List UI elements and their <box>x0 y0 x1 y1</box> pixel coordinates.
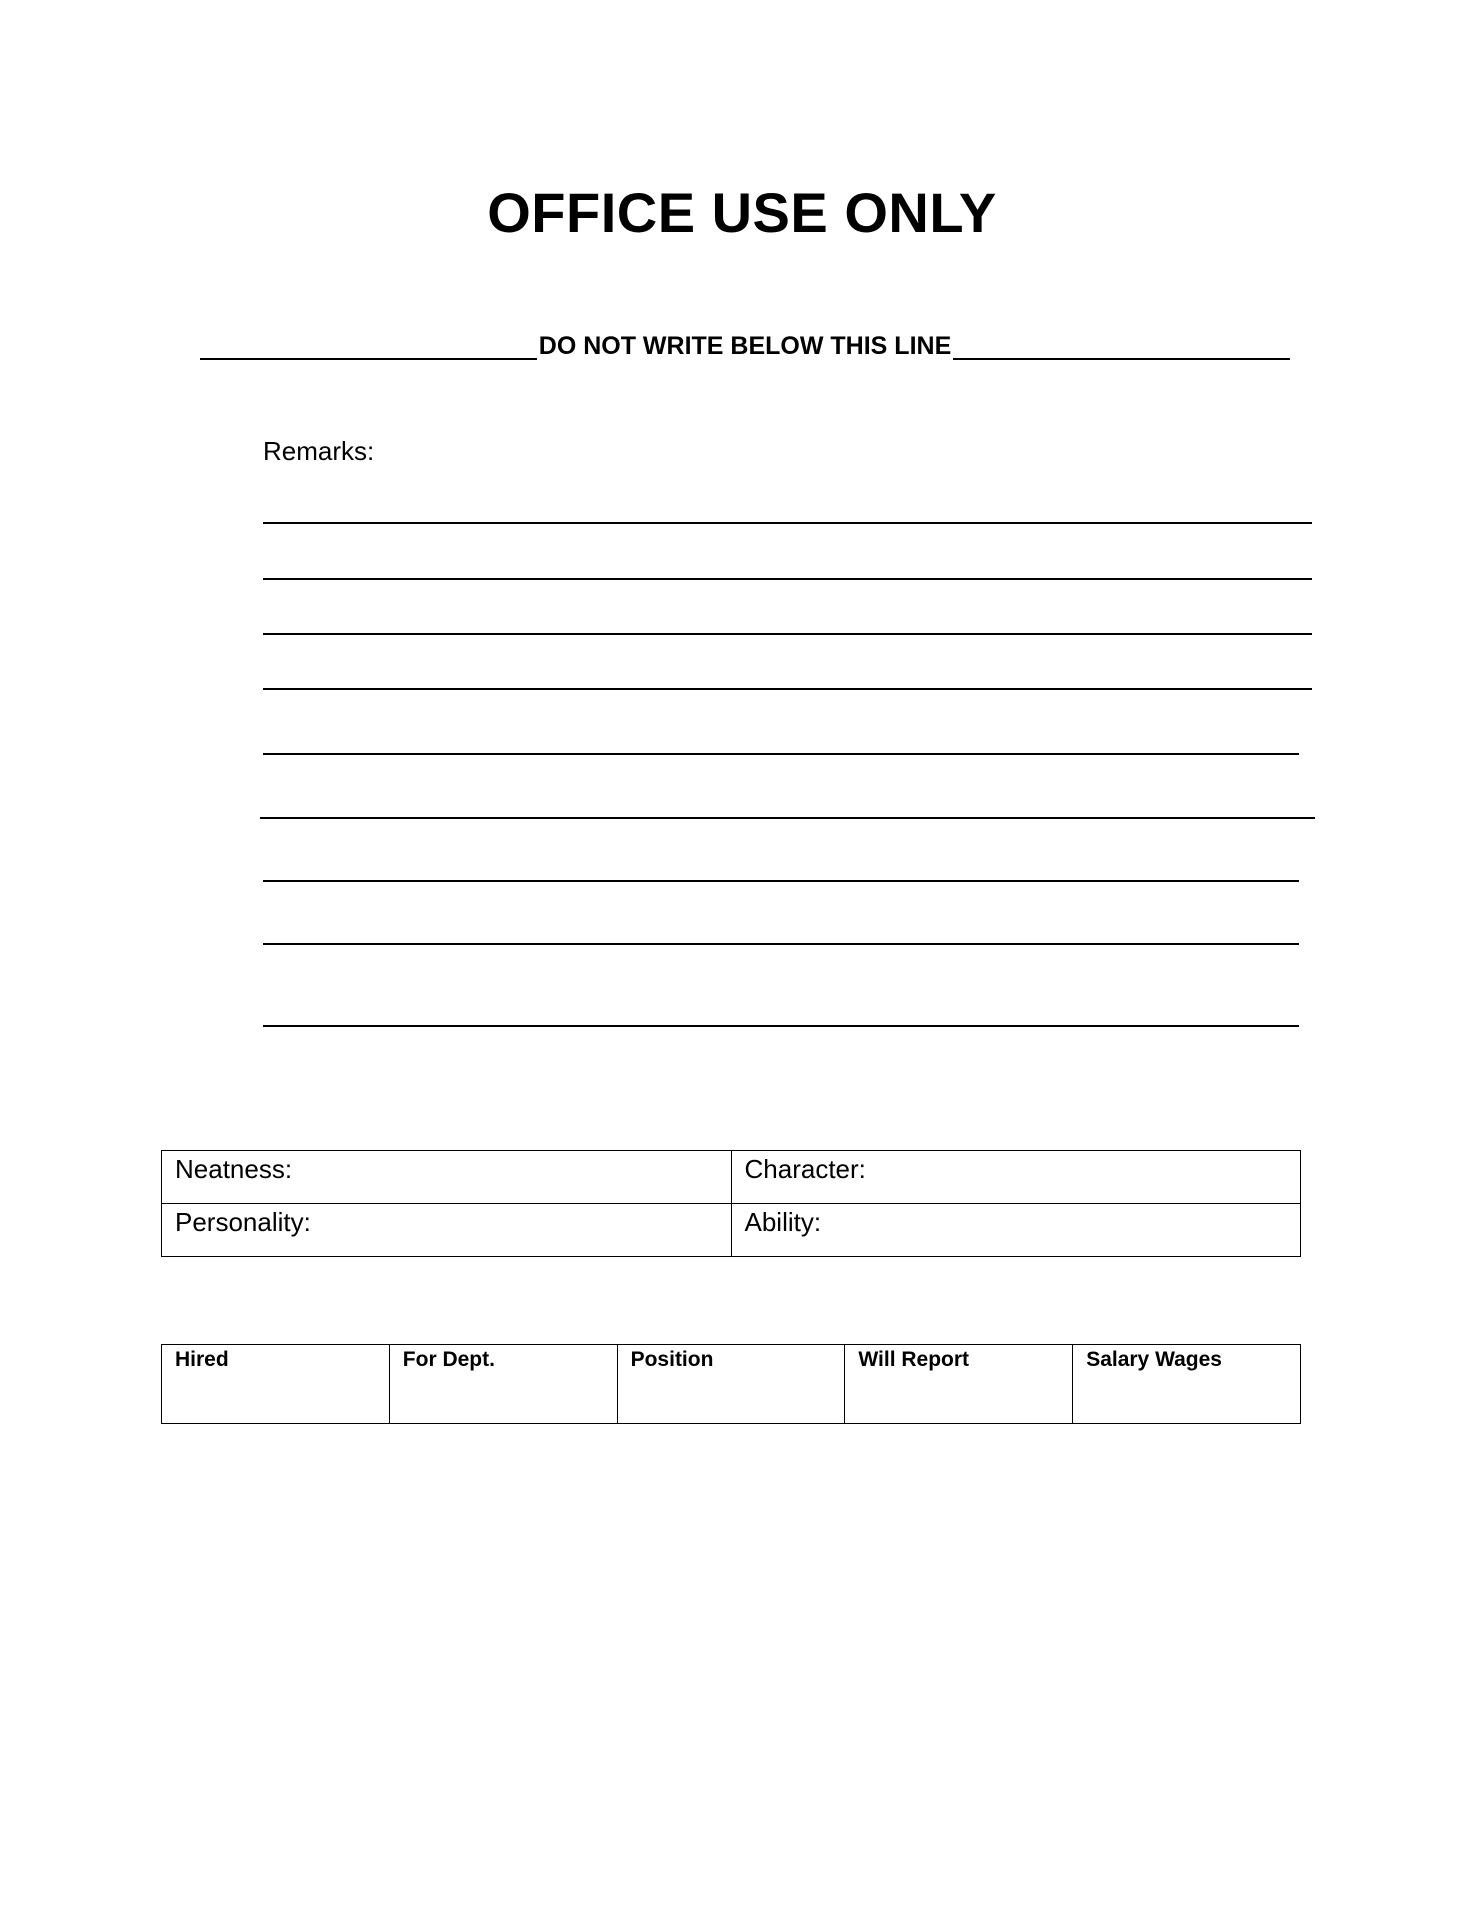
hiring-table <box>161 1344 1301 1424</box>
table-row <box>162 1151 1301 1204</box>
character-label: Character: <box>744 1154 866 1184</box>
page-title: OFFICE USE ONLY <box>487 181 997 244</box>
remarks-line[interactable] <box>263 943 1299 945</box>
divider-text: DO NOT WRITE BELOW THIS LINE <box>538 331 952 360</box>
for-dept-field[interactable] <box>389 1345 617 1424</box>
table-row <box>162 1345 1301 1424</box>
will-report-label: Will Report <box>858 1348 970 1371</box>
table-row <box>162 1204 1301 1257</box>
remarks-line[interactable] <box>263 753 1299 755</box>
neatness-label: Neatness: <box>175 1154 293 1184</box>
remarks-line[interactable] <box>263 1025 1299 1027</box>
hired-field[interactable] <box>162 1345 390 1424</box>
position-label: Position <box>630 1348 714 1371</box>
hired-label: Hired <box>175 1348 229 1371</box>
will-report-field[interactable] <box>845 1345 1073 1424</box>
remarks-line[interactable] <box>263 578 1312 580</box>
remarks-line[interactable] <box>263 522 1312 524</box>
ratings-table <box>161 1150 1301 1257</box>
do-not-write-divider <box>200 326 1290 366</box>
remarks-line[interactable] <box>263 688 1312 690</box>
personality-label: Personality: <box>175 1207 311 1237</box>
salary-wages-label: Salary Wages <box>1086 1348 1222 1371</box>
divider-rule-right <box>953 358 1290 360</box>
neatness-field[interactable] <box>162 1151 732 1204</box>
position-field[interactable] <box>617 1345 845 1424</box>
remarks-line[interactable] <box>263 633 1312 635</box>
for-dept-label: For Dept. <box>402 1348 495 1371</box>
personality-field[interactable] <box>162 1204 732 1257</box>
remarks-line[interactable] <box>260 817 1315 819</box>
ability-field[interactable] <box>731 1204 1301 1257</box>
divider-rule-left <box>200 358 537 360</box>
salary-wages-field[interactable] <box>1073 1345 1301 1424</box>
remarks-label: Remarks: <box>263 436 375 466</box>
character-field[interactable] <box>731 1151 1301 1204</box>
ability-label: Ability: <box>744 1207 822 1237</box>
remarks-line[interactable] <box>263 880 1299 882</box>
